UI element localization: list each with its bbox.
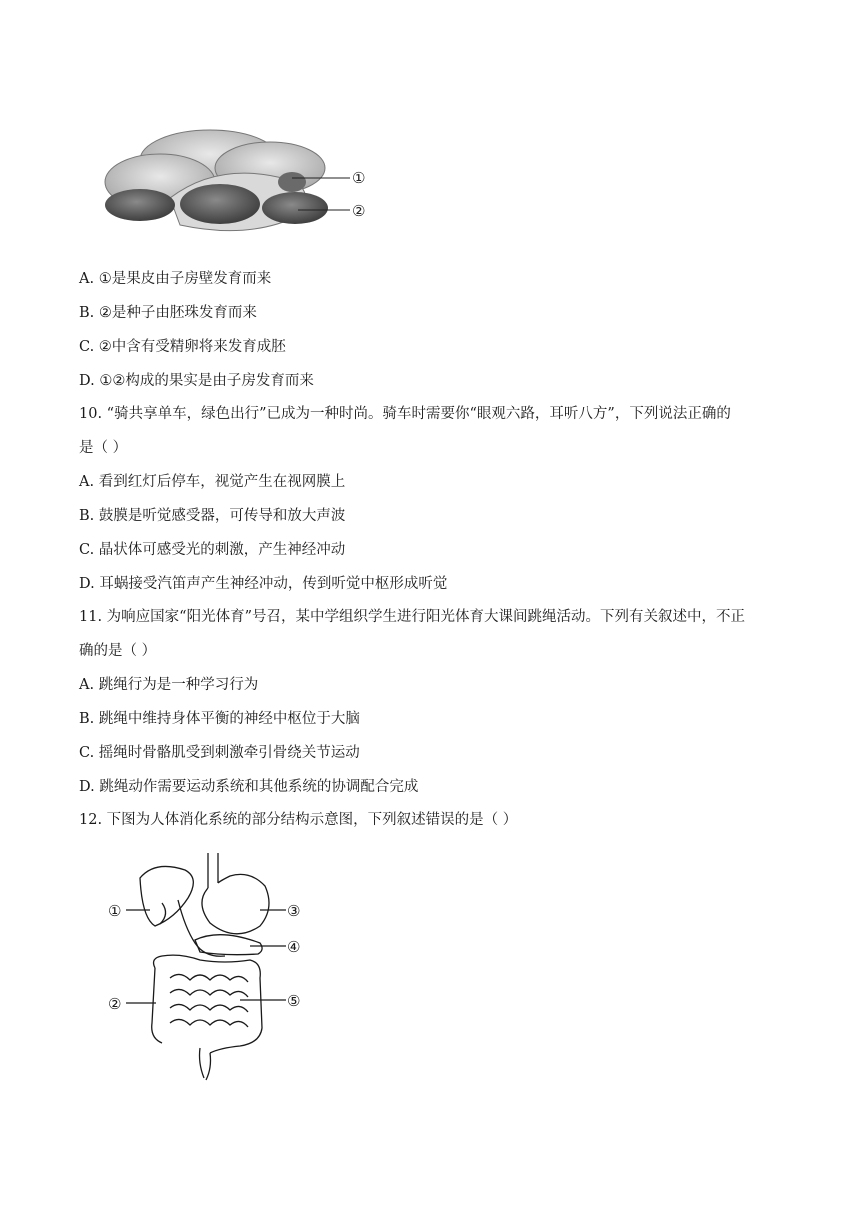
digestive-label-5: ⑤ bbox=[287, 992, 301, 1010]
q11-option-c: C. 摇绳时骨骼肌受到刺激牵引骨绕关节运动 bbox=[79, 745, 360, 761]
q9-option-c: C. ②中含有受精卵将来发育成胚 bbox=[79, 339, 286, 355]
q11-option-b: B. 跳绳中维持身体平衡的神经中枢位于大脑 bbox=[79, 711, 360, 727]
q9-option-d: D. ①②构成的果实是由子房发育而来 bbox=[79, 373, 314, 389]
peanut-label-1: ① bbox=[352, 169, 366, 187]
q9-option-b: B. ②是种子由胚珠发育而来 bbox=[79, 305, 257, 321]
q11-option-d: D. 跳绳动作需要运动系统和其他系统的协调配合完成 bbox=[79, 779, 419, 795]
q11-option-a: A. 跳绳行为是一种学习行为 bbox=[79, 677, 259, 693]
q11-stem-line2: 确的是（ ） bbox=[79, 643, 157, 659]
digestive-system-figure bbox=[100, 848, 310, 1088]
digestive-label-3: ③ bbox=[287, 902, 301, 920]
peanut-label-2: ② bbox=[352, 202, 366, 220]
digestive-label-1: ① bbox=[108, 902, 122, 920]
q10-option-a: A. 看到红灯后停车，视觉产生在视网膜上 bbox=[79, 474, 346, 490]
q10-stem-line2: 是（ ） bbox=[79, 440, 128, 456]
q10-stem-line1: 10. “骑共享单车，绿色出行”已成为一种时尚。骑车时需要你“眼观六路，耳听八方”，下列说法正确的 bbox=[79, 406, 731, 422]
q11-stem-line1: 11. 为响应国家“阳光体育”号召，某中学组织学生进行阳光体育大课间跳绳活动。下列有关叙述中，不正 bbox=[79, 609, 745, 625]
q12-stem: 12. 下图为人体消化系统的部分结构示意图，下列叙述错误的是（ ） bbox=[79, 812, 518, 828]
q10-option-b: B. 鼓膜是听觉感受器，可传导和放大声波 bbox=[79, 508, 346, 524]
q9-option-a: A. ①是果皮由子房壁发育而来 bbox=[79, 271, 272, 287]
digestive-label-4: ④ bbox=[287, 938, 301, 956]
q10-option-c: C. 晶状体可感受光的刺激，产生神经冲动 bbox=[79, 542, 346, 558]
peanut-figure bbox=[100, 120, 380, 245]
q10-option-d: D. 耳蜗接受汽笛声产生神经冲动，传到听觉中枢形成听觉 bbox=[79, 576, 448, 592]
digestive-label-2: ② bbox=[108, 995, 122, 1013]
